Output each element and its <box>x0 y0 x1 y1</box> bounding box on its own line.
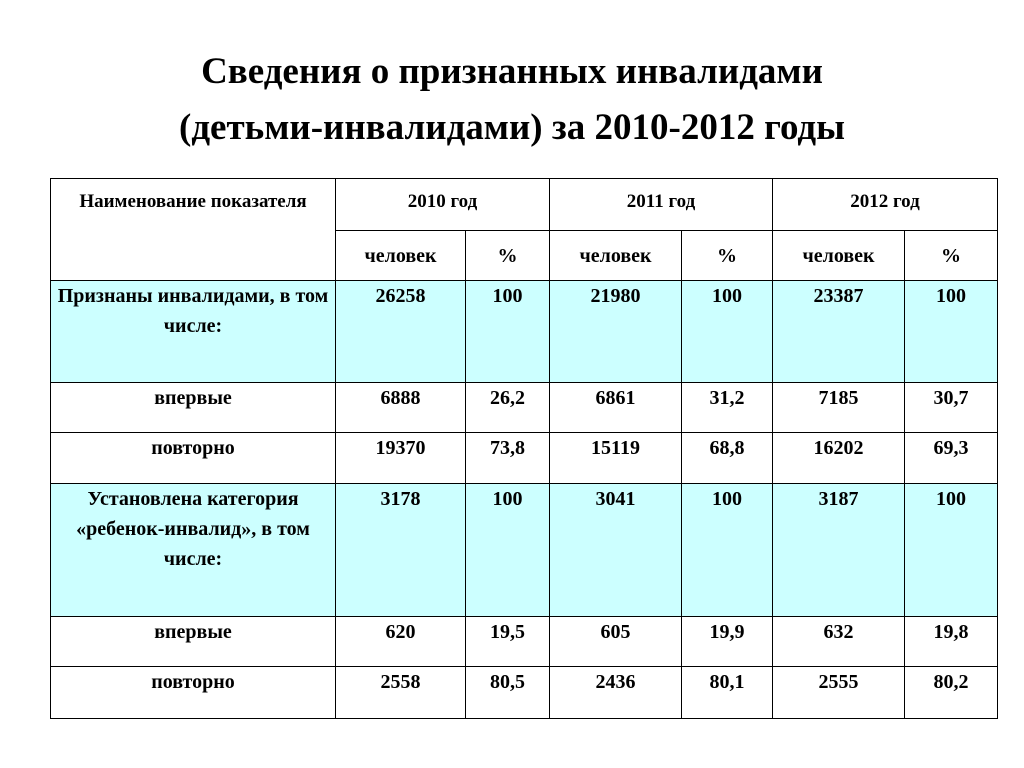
cell-people-2012: 632 <box>773 617 905 667</box>
table-row-child-first-time <box>51 617 998 667</box>
page-title-line-2: (детьми-инвалидами) за 2010-2012 годы <box>179 107 845 148</box>
table-row-child-disabled-category <box>51 484 998 617</box>
page-title <box>0 44 1024 156</box>
cell-percent-2012: 30,7 <box>905 383 998 433</box>
cell-percent-2011: 68,8 <box>682 433 773 484</box>
cell-people-2011: 21980 <box>550 281 682 383</box>
table-row-child-repeated <box>51 667 998 719</box>
page-title-line-1: Сведения о признанных инвалидами <box>201 51 823 92</box>
cell-percent-2012: 100 <box>905 484 998 617</box>
row-label: впервые <box>51 617 336 667</box>
cell-people-2010: 620 <box>336 617 466 667</box>
cell-people-2012: 23387 <box>773 281 905 383</box>
cell-people-2010: 6888 <box>336 383 466 433</box>
cell-percent-2010: 73,8 <box>466 433 550 484</box>
cell-percent-2011: 31,2 <box>682 383 773 433</box>
header-unit-people-2012: человек <box>773 231 905 281</box>
cell-percent-2010: 100 <box>466 281 550 383</box>
cell-people-2010: 26258 <box>336 281 466 383</box>
header-unit-percent-2012: % <box>905 231 998 281</box>
header-unit-percent-2011: % <box>682 231 773 281</box>
table-row-first-time <box>51 383 998 433</box>
cell-percent-2011: 100 <box>682 281 773 383</box>
cell-people-2012: 2555 <box>773 667 905 719</box>
header-year-2011: 2011 год <box>550 179 773 231</box>
cell-people-2011: 3041 <box>550 484 682 617</box>
cell-percent-2012: 19,8 <box>905 617 998 667</box>
cell-people-2011: 15119 <box>550 433 682 484</box>
header-row-years <box>51 179 998 231</box>
cell-percent-2010: 80,5 <box>466 667 550 719</box>
row-label: Установлена категория «ребенок-инвалид», в том числе: <box>51 484 336 617</box>
row-label: повторно <box>51 667 336 719</box>
cell-percent-2010: 19,5 <box>466 617 550 667</box>
table-row-recognized-disabled <box>51 281 998 383</box>
header-unit-percent-2010: % <box>466 231 550 281</box>
row-label: впервые <box>51 383 336 433</box>
cell-percent-2011: 19,9 <box>682 617 773 667</box>
header-unit-people-2011: человек <box>550 231 682 281</box>
cell-people-2012: 7185 <box>773 383 905 433</box>
cell-people-2012: 16202 <box>773 433 905 484</box>
cell-people-2011: 6861 <box>550 383 682 433</box>
cell-percent-2010: 100 <box>466 484 550 617</box>
header-year-2010: 2010 год <box>336 179 550 231</box>
cell-percent-2011: 80,1 <box>682 667 773 719</box>
header-indicator: Наименование показателя <box>51 179 336 281</box>
header-year-2012: 2012 год <box>773 179 998 231</box>
header-unit-people-2010: человек <box>336 231 466 281</box>
table-row-repeated <box>51 433 998 484</box>
cell-people-2011: 2436 <box>550 667 682 719</box>
cell-percent-2012: 69,3 <box>905 433 998 484</box>
cell-people-2010: 3178 <box>336 484 466 617</box>
row-label: Признаны инвалидами, в том числе: <box>51 281 336 383</box>
cell-percent-2012: 100 <box>905 281 998 383</box>
cell-people-2012: 3187 <box>773 484 905 617</box>
cell-people-2010: 2558 <box>336 667 466 719</box>
disability-stats-table <box>50 178 998 719</box>
row-label: повторно <box>51 433 336 484</box>
cell-percent-2011: 100 <box>682 484 773 617</box>
cell-people-2011: 605 <box>550 617 682 667</box>
cell-people-2010: 19370 <box>336 433 466 484</box>
cell-percent-2012: 80,2 <box>905 667 998 719</box>
cell-percent-2010: 26,2 <box>466 383 550 433</box>
